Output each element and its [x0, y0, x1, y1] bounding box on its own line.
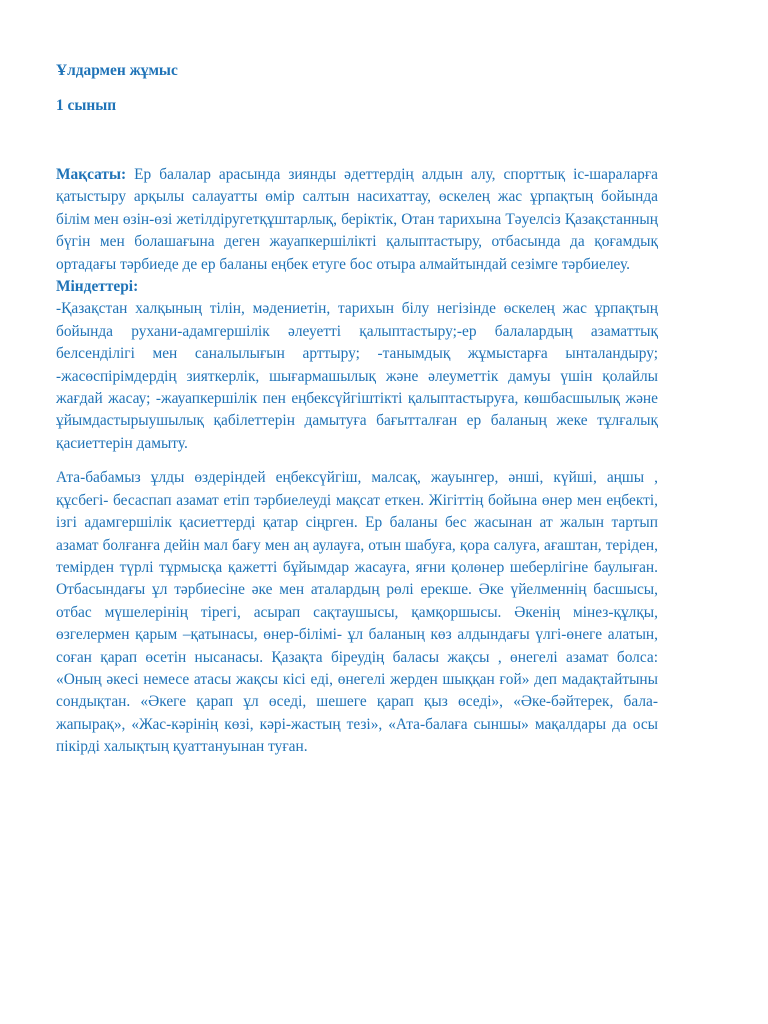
blank-space [56, 119, 658, 164]
goal-text: Ер балалар арасында зиянды әдеттердің алдын алу, спорттық іс-шараларға қатыстыру арқылы салауатты өмір салтын насихаттау, өскелең жас ұрпақтың бойында білім мен өзін-өзі жетілдіругетқұштарлық, беріктік, Отан тарихына Тәуелсіз Қазақстанның бүгін мен болашағына деген жауапкершілікті қалыптастыру, отбасында да қоғамдық ортадағы тәрбиеде де ер баланы еңбек етуге бос отыра алмайтындай сезімге тәрбиелеу. [56, 166, 658, 273]
document-page [56, 56, 658, 759]
goal-label: Мақсаты: [56, 166, 127, 183]
tasks-paragraph: -Қазақстан халқының тілін, мәдениетін, тарихын білу негізінде өскелең жас ұрпақтың бойында рухани-адамгершілік әлеуетті қалыптастыру;-ер балалардың азаматтық белсенділігі мен саналылығын арттыру; -танымдық жұмыстарға ынталандыру; -жасөспірімдердің зияткерлік, шығармашылық және әлеуметтік дамуы үшін қолайлы жағдай жасау; -жауапкершілік пен еңбексүйгіштікті қалыптастыруға, көшбасшылық және ұйымдастырыушылық қабілеттерін дамытуға бағытталған ер баланың жеке тұлғалық қасиеттерін дамыту. [56, 300, 658, 452]
goal-paragraph [56, 164, 658, 276]
body-paragraph: Ата-бабамыз ұлды өздеріндей еңбексүйгіш, малсақ, жауынгер, әнші, күйші, аңшы , құсбегі- бесаспап азамат етіп тәрбиелеуді мақсат еткен. Жігіттің бойына өнер мен еңбекті, ізгі адамгершілік қасиеттерді қатар сіңрген. Ер баланы бес жасынан ат жалын тартып азамат болғанға дейін мал бағу мен аң аулауға, отын шабуға, қора салуға, ағаштан, теріден, темірден түрлі тұрмысқа қажетті бұйымдар жасауға, яғни қолөнер шеберлігіне баулыған. Отбасындағы ұл тәрбиесіне әке мен аталардың рөлі ерекше. Әке үйелменнің басшысы, отбас мүшелерінің тірегі, асырап сақтаушысы, қамқоршысы. Әкенің мінез-құлқы, өзгелермен қарым –қатынасы, өнер-білімі- ұл баланың көз алдындағы үлгі-өнеге алатын, соған қарап өсетін нысанасы. Қазақта біреудің баласы жақсы , өнегелі азамат болса: «Оның әкесі немесе атасы жақсы кісі еді, өнегелі жерден шыққан ғой» деп мадақтайтыны сондықтан. «Әкеге қарап ұл өседі, шешеге қарап қыз өседі», «Әке-бәйтерек, бала-жапырақ», «Жас-кәрінің көзі, кәрі-жастың тезі», «Ата-балаға сыншы» мақалдары да осы пікірді халықтың қуаттануынан туған. [56, 469, 658, 756]
document-title: Ұлдармен жұмыс [56, 62, 178, 79]
grade-label: 1 сынып [56, 97, 117, 114]
tasks-label: Міндеттері: [56, 278, 139, 296]
tasks-heading [56, 276, 658, 298]
